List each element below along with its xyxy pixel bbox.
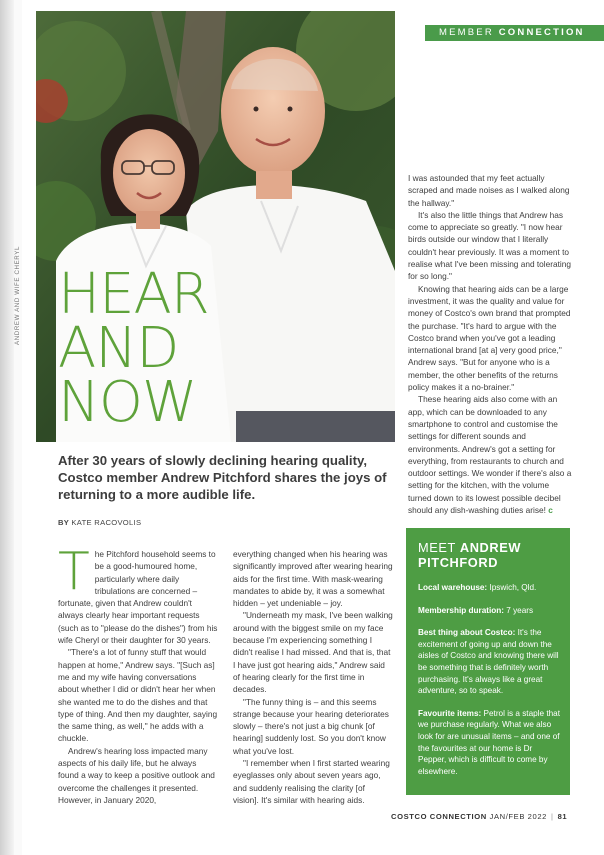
profile-row-label: Favourite items: — [418, 708, 482, 718]
paragraph: he Pitchford household seems to be a good-humoured home, particularly where daily tribulations are concerned – fortunate, given that Andrew couldn't always clearly hear important requests (such as to "please do the dishes") from his wife Cheryl or their daughter for 30 years. — [58, 549, 218, 646]
paragraph: everything changed when his hearing was significantly improved after wearing hearing aids for the first time. With mask-wearing mandates to abide by, it was a somewhat hidden – yet undeniable – joy. — [233, 549, 393, 609]
article-column-3 — [408, 172, 574, 516]
profile-row-best-thing — [418, 627, 560, 697]
section-tag-light: MEMBER — [439, 27, 499, 38]
end-mark-icon: c — [548, 505, 553, 516]
byline — [58, 518, 141, 527]
paragraph-text: These hearing aids also come with an app, which can be downloaded to any smartphone to control and customise the settings for different sounds and environments. Andrew's got a setting for everything, from restaurants to church and outdoor settings. We wonder if there's also a setting for the kitchen, with the volume turned down to its lowest possible decibel should any dish-washing duties arise! — [408, 394, 572, 516]
article-column-1 — [58, 542, 218, 806]
page-gutter-shadow — [0, 0, 14, 855]
profile-row-label: Local warehouse: — [418, 583, 488, 592]
paragraph: I was astounded that my feet actually scraped and made noises as I walked along the hallway." — [408, 173, 570, 208]
profile-row-value: Petrol is a staple that we purchase regularly. What we also look for are unusual items – and one of the favourites at our home is Dr Pepper, which is difficult to come by elsewhere. — [418, 708, 560, 776]
title-line-1: HEAR — [58, 262, 209, 327]
article-column-2 — [233, 548, 393, 806]
profile-row-value: 7 years — [503, 605, 534, 615]
page-spine — [14, 0, 22, 855]
title-line-3: NOW — [58, 370, 197, 435]
profile-row-value: It's the excitement of going up and down the aisles of Costco and knowing there will be something that is definitely worth purchasing. It's always like a great adventure, so to speak. — [418, 628, 559, 696]
paragraph — [408, 393, 574, 516]
profile-row-label: Best thing about Costco: — [418, 628, 516, 638]
footer-separator: | — [550, 812, 554, 821]
page-number: 81 — [557, 812, 568, 821]
photo-credit: ANDREW AND WIFE CHERYL — [14, 245, 21, 345]
profile-box-title — [418, 540, 560, 570]
section-tag-bold: CONNECTION — [498, 27, 585, 38]
paragraph: "Underneath my mask, I've been walking around with the biggest smile on my face because I'm experiencing something I didn't realise I had missed. And that is, that I have just got hearing aids," Andrew said of hearing clearly for the first time in decades. — [233, 610, 393, 695]
profile-box-title-bold: ANDREW PITCHFORD — [418, 540, 522, 570]
profile-box — [406, 528, 570, 795]
paragraph: Andrew's hearing loss impacted many aspects of his daily life, but he always found a way to keep a positive outlook and overcome the challenges it presented. However, in January 2020, — [58, 745, 215, 805]
drop-cap: T — [58, 542, 90, 602]
paragraph: "I remember when I first started wearing eyeglasses only about seven years ago, and suddenly realising the clarity [of vision]. It's similar with hearing aids. — [233, 758, 390, 805]
profile-row-label: Membership duration: — [418, 605, 504, 615]
profile-row-value: Ipswich, Qld. — [487, 583, 537, 592]
profile-box-title-light: MEET — [418, 540, 460, 555]
paragraph: It's also the little things that Andrew has come to appreciate so greatly. "I now hear birds outside our window that I literally couldn't hear previously. It was a moment to realise what I've been missing and tolerating for so long." — [408, 209, 572, 282]
section-tag — [425, 25, 604, 41]
profile-row-warehouse — [418, 582, 560, 594]
page-footer — [391, 812, 567, 821]
footer-brand: COSTCO CONNECTION — [391, 812, 487, 821]
paragraph: "There's a lot of funny stuff that would happen at home," Andrew says. "[Such as] me and my wife having conversations about whether I did or didn't hear her when she wanted me to do the dishes and that type of thing. And then my daughter, saying the same thing, as well," he adds with a chuckle. — [58, 647, 218, 744]
standfirst: After 30 years of slowly declining hearing quality, Costco member Andrew Pitchford shares the joys of returning to a more audible life. — [58, 453, 387, 502]
byline-prefix: BY — [58, 518, 72, 527]
footer-issue: JAN/FEB 2022 — [486, 812, 547, 821]
article-title — [58, 262, 238, 435]
paragraph: Knowing that hearing aids can be a large investment, it was the quality and value for money of Costco's own brand that prompted the purchase. "It's hard to argue with the Costco brand when you've got a leading international brand [at a] very good price," Andrew says. "But for anyone who is a member, the other benefits of the returns policy makes it a no-brainer." — [408, 283, 571, 393]
profile-row-membership — [418, 605, 560, 617]
title-line-2: AND — [58, 316, 179, 381]
paragraph: "The funny thing is – and this seems strange because your hearing deteriorates slowly – there's not just a big chunk [of hearing] suddenly lost. So you don't know what you've lost. — [233, 696, 389, 756]
profile-row-favourite-items — [418, 708, 560, 778]
byline-author: KATE RACOVOLIS — [71, 518, 142, 527]
